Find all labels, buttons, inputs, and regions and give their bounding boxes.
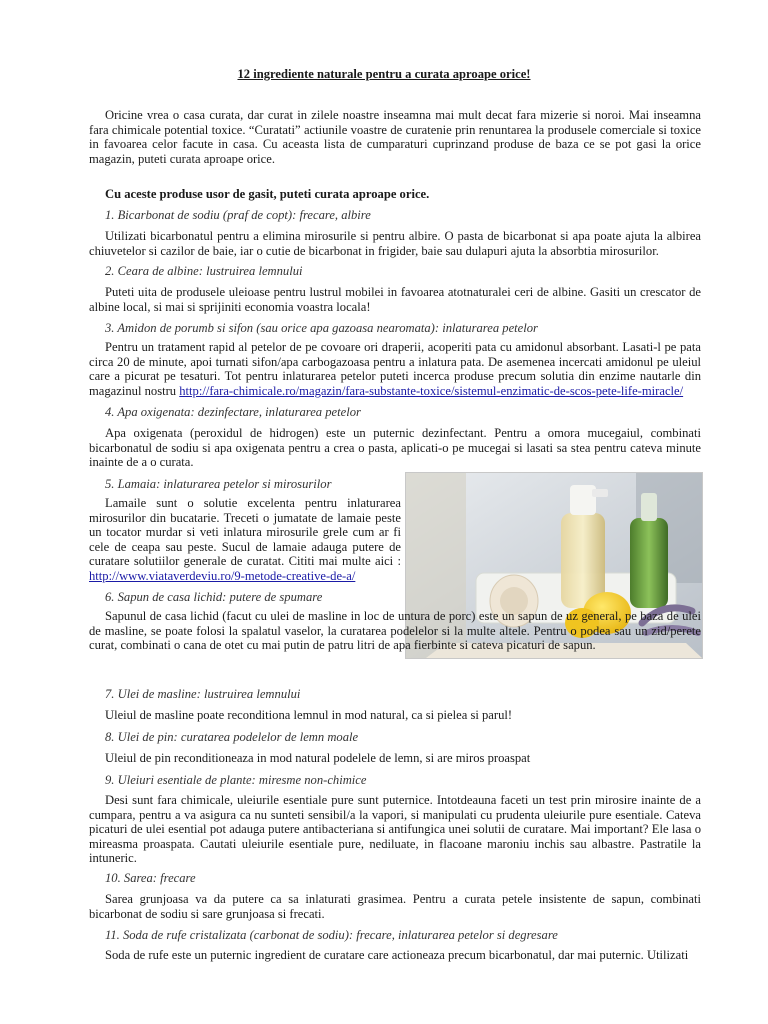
intro-text: Oricine vrea o casa curata, dar curat in zilele noastre inseamna mai mult decat fara mizerie si noroi. Mai inseamna fara chimicale potential toxice. “Curatati” actiunile voastre de curatenie prin renuntarea la produsele comerciale si toxice in favoarea celor facute in casa. Cu aceasta lista de cumparaturi cuprinzand produse de baza ce se pot gasi la orice magazin, puteti curata aproape orice. — [89, 108, 701, 166]
document-title: 12 ingrediente naturale pentru a curata aproape orice! — [237, 67, 531, 81]
item-7-text: Uleiul de masline poate reconditiona lemnul in mod natural, ca si pielea si parul! — [105, 708, 513, 722]
item-3-link[interactable]: http://fara-chimicale.ro/magazin/fara-substante-toxice/sistemul-enzimatic-de-scos-pete-life-miracle/ — [179, 383, 684, 398]
item-5-heading: 5. Lamaia: inlaturarea petelor si mirosurilor — [105, 477, 332, 491]
item-4-body — [89, 426, 701, 470]
item-9-heading: 9. Uleiuri esentiale de plante: miresme non-chimice — [105, 773, 367, 787]
item-9-body — [89, 793, 701, 866]
item-6-body — [89, 609, 701, 653]
item-5-body — [89, 496, 401, 584]
item-7-body — [89, 708, 701, 723]
item-3-body — [89, 340, 701, 398]
item-9-text: Desi sunt fara chimicale, uleiurile esentiale pure sunt puternice. Intotdeauna faceti un test prin mirosire inainte de a cumpara, pentru a va asigura ca nu sunteti sensibil/a la vapori, si manipulati cu prudenta uleiurile pure esentiale. Cateva picaturi de ulei esential pot adauga putere antibacteriana si antifungica unei solutii de curatare. Mai important? Ele lasa o mireasma proaspata. Cautati uleiurile esentiale pure, nediluate, in flacoane maroniu inchis sau albastre. Pastratile la intuneric. — [89, 793, 701, 866]
item-8-body — [89, 751, 701, 766]
item-11-body — [89, 948, 701, 963]
intro-paragraph — [89, 108, 701, 166]
item-8-heading: 8. Ulei de pin: curatarea podelelor de lemn moale — [105, 730, 359, 744]
lead-sentence: Cu aceste produse usor de gasit, puteti curata aproape orice. — [105, 187, 430, 201]
item-6-text: Sapunul de casa lichid (facut cu ulei de masline in loc de untura de porc) este un sapun de uz general, pe baza de ulei de masline, se poate folosi la spalatul vaselor, la curatarea podelelor si la multe altele. Pentru o podea sau un zid/perete curat, combinati o cana de otet cu mai putin de patru litri de apa fierbinte si cateva picaturi de sapun. — [89, 609, 701, 653]
item-4-heading: 4. Apa oxigenata: dezinfectare, inlaturarea petelor — [105, 405, 361, 419]
item-2-heading: 2. Ceara de albine: lustruirea lemnului — [105, 264, 303, 278]
item-5-link[interactable]: http://www.viataverdeviu.ro/9-metode-creative-de-a/ — [89, 568, 356, 583]
item-2-body — [89, 285, 701, 314]
item-7-heading: 7. Ulei de masline: lustruirea lemnului — [105, 687, 301, 701]
item-10-body — [89, 892, 701, 921]
item-4-text: Apa oxigenata (peroxidul de hidrogen) este un puternic dezinfectant. Pentru a omora mucegaiul, combinati bicarbonatul de sodiu si apa oxigenata pentru a crea o pasta, aplicati-o pe mucegai si lasati sa stea pentru cateva minute inainte de a o curata. — [89, 426, 701, 470]
item-11-text: Soda de rufe este un puternic ingredient de curatare care actioneaza precum bicarbonatul, dar mai puternic. Utilizati — [105, 948, 689, 962]
item-10-heading: 10. Sarea: frecare — [105, 871, 196, 885]
item-8-text: Uleiul de pin reconditioneaza in mod natural podelele de lemn, si are miros proaspat — [105, 751, 531, 765]
item-11-heading: 11. Soda de rufe cristalizata (carbonat de sodiu): frecare, inlaturarea petelor si degresare — [105, 928, 558, 942]
item-1-body — [89, 229, 701, 258]
item-6-heading: 6. Sapun de casa lichid: putere de spumare — [105, 590, 323, 604]
item-5-text: Lamaile sunt o solutie excelenta pentru inlaturarea mirosurilor din bucatarie. Treceti o jumatate de lamaie peste un tocator murdar si veti inlatura mirosurile grele cum ar fi cele de ceapa sau peste. Sucul de lamaie adauga putere de curatare solutiilor generale de curatat. Cititi mai multe aici : — [89, 496, 401, 569]
item-3-text: Pentru un tratament rapid al petelor de pe covoare ori draperii, acoperiti pata cu amidonul absorbant. Lasati-l pe pata circa 20 de minute, apoi turnati sifon/apa carbogazoasa pentru a inlatura pata. De asemenea incercati amidonul pe uleiul care a picurat pe tesaturi. Tot pentru inlaturarea petelor puteti incerca produse precum solutia din enzime nautarle din magazinul nostru — [89, 340, 701, 398]
item-2-text: Puteti uita de produsele uleioase pentru lustrul mobilei in favoarea atotnaturalei ceri de albine. Gasiti un crescator de albine local, si mai si sprijiniti economia voastra locala! — [89, 285, 701, 314]
item-1-text: Utilizati bicarbonatul pentru a elimina mirosurile si pentru albire. O pasta de bicarbonat si apa poate ajuta la albirea chiuvetelor si cazilor de baie, iar o cutie de bicarbonat in frigider, baie sau dulapuri ajuta la absorbtia mirosurilor. — [89, 229, 701, 258]
item-1-heading: 1. Bicarbonat de sodiu (praf de copt): frecare, albire — [105, 208, 371, 222]
item-3-heading: 3. Amidon de porumb si sifon (sau orice apa gazoasa nearomata): inlaturarea petelor — [105, 321, 538, 335]
item-10-text: Sarea grunjoasa va da putere ca sa inlaturati grasimea. Pentru a curata petele insistente de sapun, combinati bicarbonat de sodiu si sare grunjoasa si frecati. — [89, 892, 701, 921]
